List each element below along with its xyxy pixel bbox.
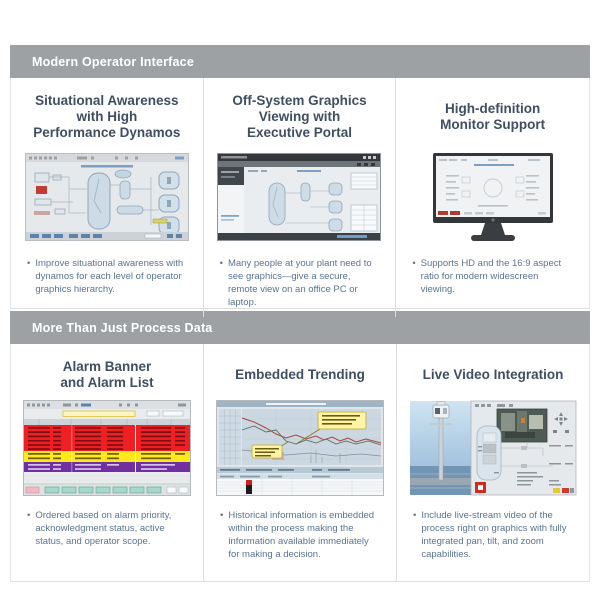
heading-line: Viewing with [258,109,341,125]
feature-bullet [23,509,191,548]
live-video-image [409,400,577,496]
section-header-label: Modern Operator Interface [32,54,194,69]
feature-heading [423,356,564,394]
feature-figure [23,398,191,498]
bullet-text: Improve situational awareness with dynamos for each level of operator graphics hierarchy. [35,258,184,296]
bullet-text: Supports HD and the 16:9 aspect ratio for modern widescreen viewing. [420,258,562,296]
feature-card-embedded-trending [204,344,397,581]
bullet-text: Historical information is embedded within the process making the information available immediately for making a decision. [228,510,375,561]
hd-monitor-image [418,151,568,243]
bullet-marker: • [413,510,417,521]
bullet-text: Include live-stream video of the process right on graphics with fully integrated pan, tilt, and zoom capabilities. [421,510,567,561]
heading-line: and Alarm List [60,375,154,390]
feature-heading [235,356,365,394]
heading-line: High-definition [445,101,541,117]
section-modern-operator-interface [10,0,590,309]
section-more-than-process-data [10,311,590,582]
feature-heading [232,90,366,144]
executive-portal-screenshot [217,153,381,241]
feature-heading [60,356,153,394]
feature-columns [10,344,590,582]
feature-figure [217,148,381,246]
section-header [10,45,590,78]
feature-card-alarm-list [11,344,204,581]
feature-figure [216,398,384,498]
heading-line: Off-System Graphics [232,93,367,109]
feature-figure [25,148,189,246]
feature-columns [10,78,590,309]
heading-line: Alarm Banner [62,359,152,375]
heading-line: Monitor Support [440,117,546,132]
operator-graphics-screenshot [25,153,189,241]
bullet-text: Ordered based on alarm priority, acknowledgment status, active status, and operator scope. [35,510,172,548]
feature-figure [418,148,568,246]
heading-line: Situational Awareness [35,93,179,109]
feature-figure [409,398,577,498]
bullet-text: Many people at your plant need to see graphics—give a secure, remote view on an office PC or laptop. [227,258,372,309]
bullet-marker: • [412,258,416,269]
section-header-label: More Than Just Process Data [32,320,213,335]
heading-line: with High [76,109,138,125]
embedded-trending-screenshot [216,400,384,496]
bullet-marker: • [219,258,223,269]
bullet-marker: • [27,510,31,521]
feature-bullet [409,509,577,561]
bullet-marker: • [220,510,224,521]
bullet-marker: • [27,258,31,269]
heading-line: Live Video Integration [422,367,564,383]
feature-card-situational-awareness [11,78,204,317]
heading-line: Executive Portal [246,124,353,140]
feature-bullet [216,509,384,561]
heading-line: Performance Dynamos [33,124,181,140]
alarm-list-screenshot [23,400,191,496]
feature-card-executive-portal [204,78,397,317]
feature-bullet [216,257,384,309]
feature-bullet [23,257,191,296]
heading-line: Embedded Trending [235,367,365,383]
feature-bullet [408,257,577,296]
feature-card-live-video [397,344,589,581]
feature-heading [440,90,545,144]
feature-heading [33,90,180,144]
feature-card-hd-monitor [396,78,589,317]
